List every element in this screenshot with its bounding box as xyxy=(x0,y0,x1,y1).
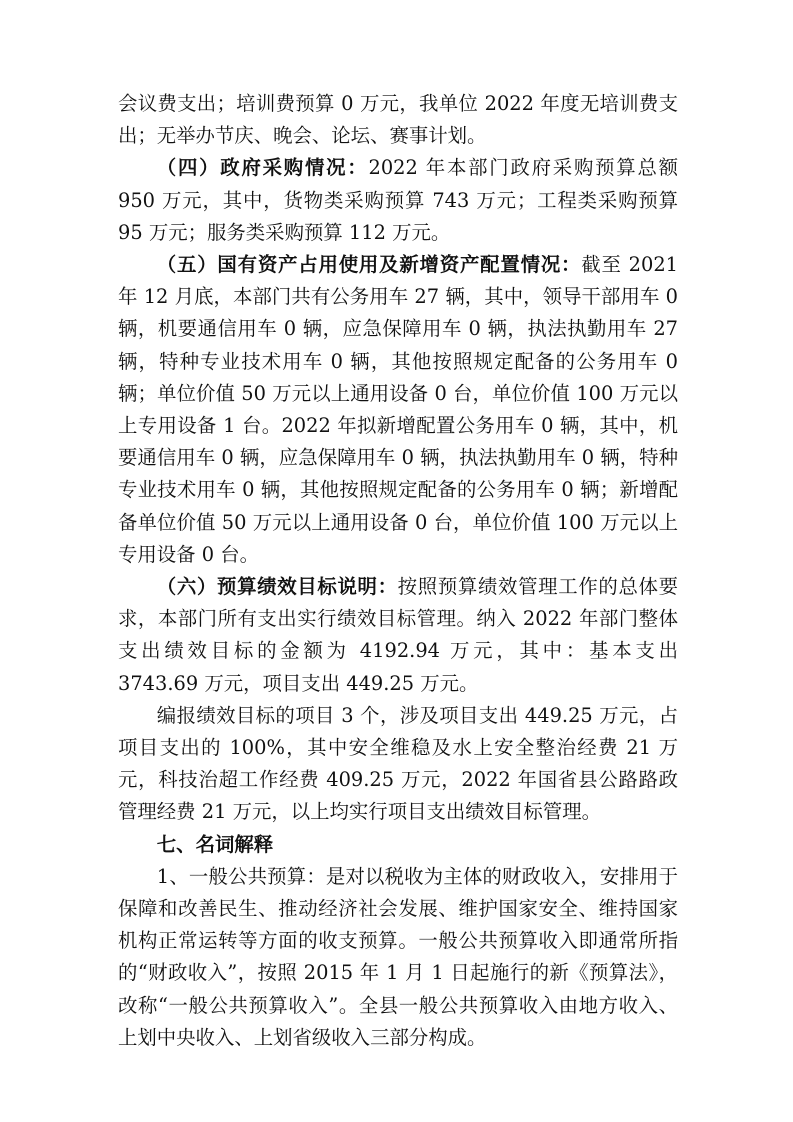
procurement-title: （四）政府采购情况： xyxy=(156,156,369,180)
procurement-body: 2022 年本部门政府采购预算总额 950 万元，其中，货物类采购预算 743 万元；工程类采购预算 95 万元；服务类采购预算 112 万元。 xyxy=(118,156,679,244)
paragraph-general-public-budget: 1、一般公共预算：是对以税收为主体的财政收入，安排用于保障和改善民生、推动经济社会发展、维护国家安全、维持国家机构正常运转等方面的收支预算。一般公共预算收入即通常所指的“财政收入”，按照 2015 年 1 月 1 日起施行的新《预算法》，改称“一般公共预算收入”。全县一般公共预算收入由地方收入、上划中央收入、上划省级收入三部分构成。 xyxy=(118,864,678,1049)
section-heading-glossary: 七、名词解释 xyxy=(156,832,274,856)
assets-title: （五）国有资产占用使用及新增资产配置情况： xyxy=(156,253,582,277)
document-page xyxy=(118,88,678,1054)
paragraph-training-fees: 会议费支出；培训费预算 0 万元，我单位 2022 年度无培训费支出；无举办节庆、晚会、论坛、赛事计划。 xyxy=(118,92,678,148)
performance-title: （六）预算绩效目标说明： xyxy=(156,575,398,599)
performance-body: 按照预算绩效管理工作的总体要求，本部门所有支出实行绩效目标管理。纳入 2022 年部门整体支出绩效目标的金额为 4192.94 万元，其中：基本支出 3743.69 万元，项目支出 449.25 万元。 xyxy=(118,575,679,695)
paragraph-performance-targets xyxy=(118,571,678,700)
paragraph-state-assets xyxy=(118,249,678,571)
paragraph-project-targets: 编报绩效目标的项目 3 个，涉及项目支出 449.25 万元，占项目支出的 100%，其中安全维稳及水上安全整治经费 21 万元，科技治超工作经费 409.25 万元，2022 年国省县公路路政管理经费 21 万元，以上均实行项目支出绩效目标管理。 xyxy=(118,703,678,824)
paragraph-government-procurement xyxy=(118,152,678,249)
assets-body: 截至 2021 年 12 月底，本部门共有公务用车 27 辆，其中，领导干部用车 0 辆，机要通信用车 0 辆，应急保障用车 0 辆，执法执勤用车 27 辆，特种专业技术用车 0 辆，其他按照规定配备的公务用车 0 辆；单位价值 50 万元以上通用设备 0 台，单位价值 100 万元以上专用设备 1 台。2022 年拟新增配置公务用车 0 辆，其中，机要通信用车 0 辆，应急保障用车 0 辆，执法执勤用车 0 辆，特种专业技术用车 0 辆，其他按照规定配备的公务用车 0 辆；新增配备单位价值 50 万元以上通用设备 0 台，单位价值 100 万元以上专用设备 0 台。 xyxy=(118,253,679,566)
